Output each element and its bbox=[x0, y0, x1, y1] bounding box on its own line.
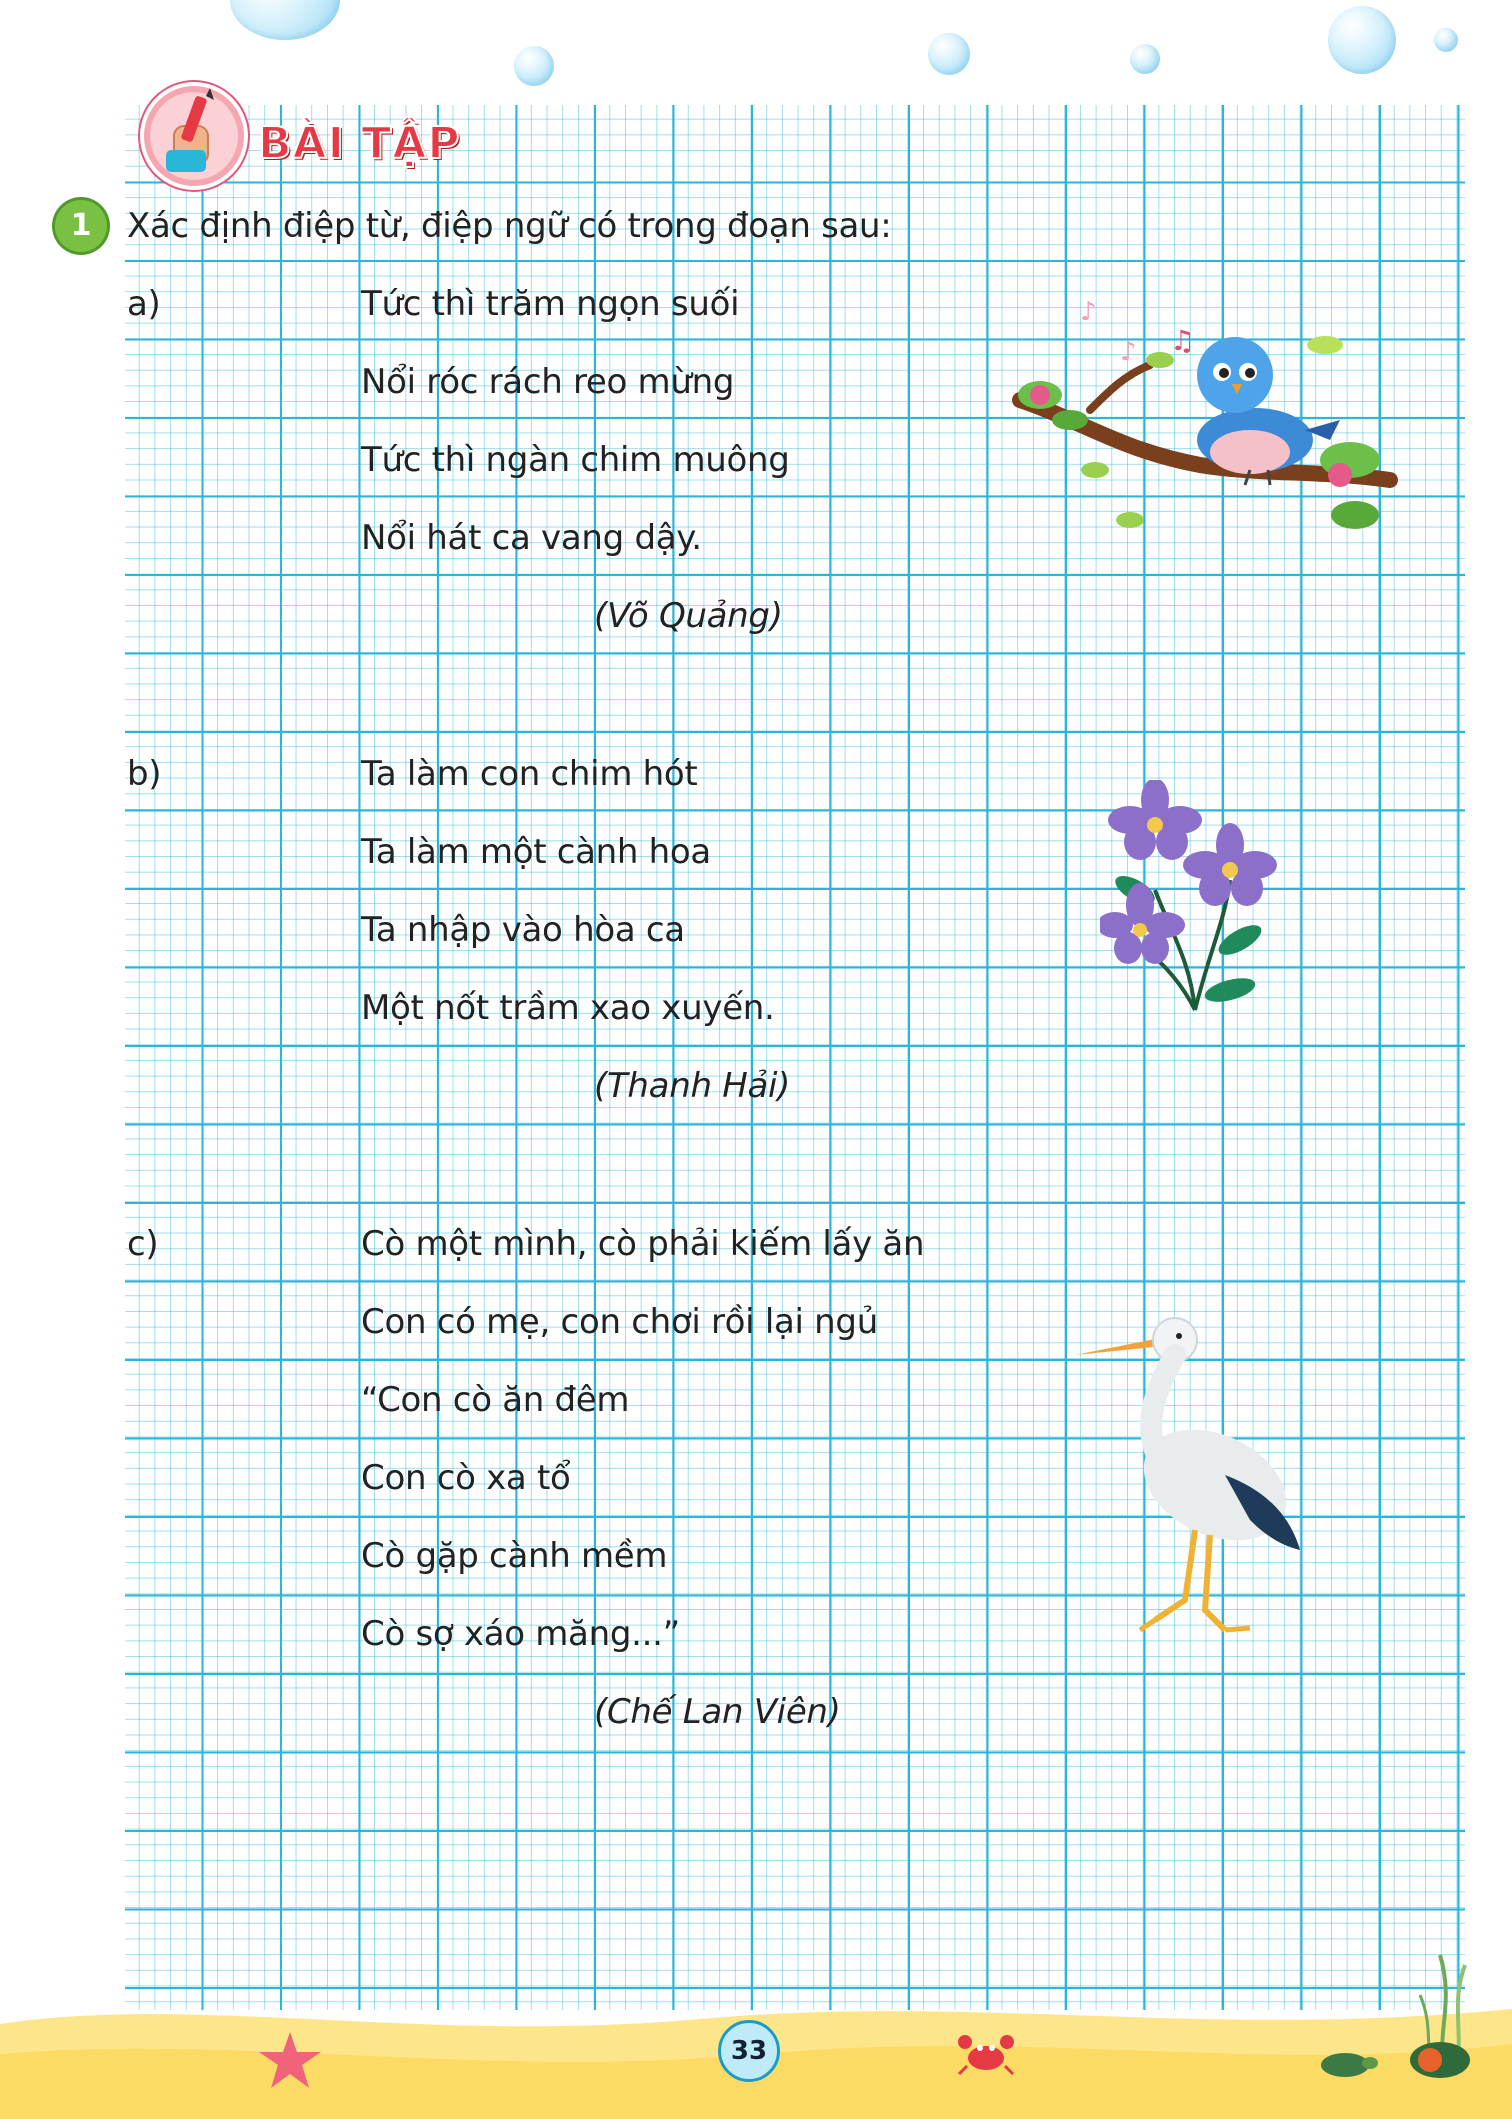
crab-icon bbox=[955, 2028, 1017, 2078]
bubble-decoration bbox=[928, 33, 970, 75]
poem-line: Nổi hát ca vang dậy. bbox=[361, 518, 702, 558]
stork-illustration bbox=[1075, 1300, 1315, 1645]
poem-line: Ta làm con chim hót bbox=[361, 754, 698, 794]
poem-line: Tức thì trăm ngọn suối bbox=[361, 284, 740, 324]
part-label: a) bbox=[127, 284, 161, 324]
poem-line: Con có mẹ, con chơi rồi lại ngủ bbox=[361, 1302, 878, 1342]
page-number: 33 bbox=[718, 2020, 780, 2082]
poem-author: (Thanh Hải) bbox=[594, 1066, 791, 1106]
poem-line: Con cò xa tổ bbox=[361, 1458, 571, 1498]
purple-flowers-illustration bbox=[1100, 780, 1290, 1015]
seaweed-turtle-icon bbox=[1315, 1935, 1495, 2085]
poem-line: Cò gặp cành mềm bbox=[361, 1536, 668, 1576]
poem-line: Cò sợ xáo măng...” bbox=[361, 1614, 680, 1654]
svg-text:♫: ♫ bbox=[1170, 324, 1196, 357]
question-number-badge: 1 bbox=[55, 200, 107, 252]
poem-author: (Chế Lan Viên) bbox=[594, 1692, 841, 1732]
poem-line: Ta nhập vào hòa ca bbox=[361, 910, 685, 950]
bubble-decoration bbox=[1130, 44, 1160, 74]
starfish-icon bbox=[255, 2030, 325, 2090]
bubble-decoration bbox=[514, 46, 554, 86]
poem-line: Tức thì ngàn chim muông bbox=[361, 440, 790, 480]
part-label: b) bbox=[127, 754, 162, 794]
svg-text:♪: ♪ bbox=[1080, 297, 1097, 327]
question-prompt: Xác định điệp từ, điệp ngữ có trong đoạn sau: bbox=[127, 206, 892, 246]
poem-line: Cò một mình, cò phải kiếm lấy ăn bbox=[361, 1224, 925, 1264]
bird-on-branch-illustration bbox=[1000, 280, 1400, 560]
bubble-decoration bbox=[1328, 6, 1396, 74]
part-label: c) bbox=[127, 1224, 159, 1264]
poem-author: (Võ Quảng) bbox=[594, 596, 783, 636]
bubble-decoration bbox=[1434, 28, 1458, 52]
poem-line: “Con cò ăn đêm bbox=[361, 1380, 630, 1420]
bubble-decoration bbox=[230, 0, 340, 40]
poem-line: Một nốt trầm xao xuyến. bbox=[361, 988, 775, 1028]
section-title: BÀI TẬP bbox=[258, 118, 461, 169]
poem-line: Nổi róc rách reo mừng bbox=[361, 362, 735, 402]
svg-text:♪: ♪ bbox=[1120, 337, 1137, 367]
poem-line: Ta làm một cành hoa bbox=[361, 832, 711, 872]
pencil-hand-icon bbox=[140, 82, 248, 190]
